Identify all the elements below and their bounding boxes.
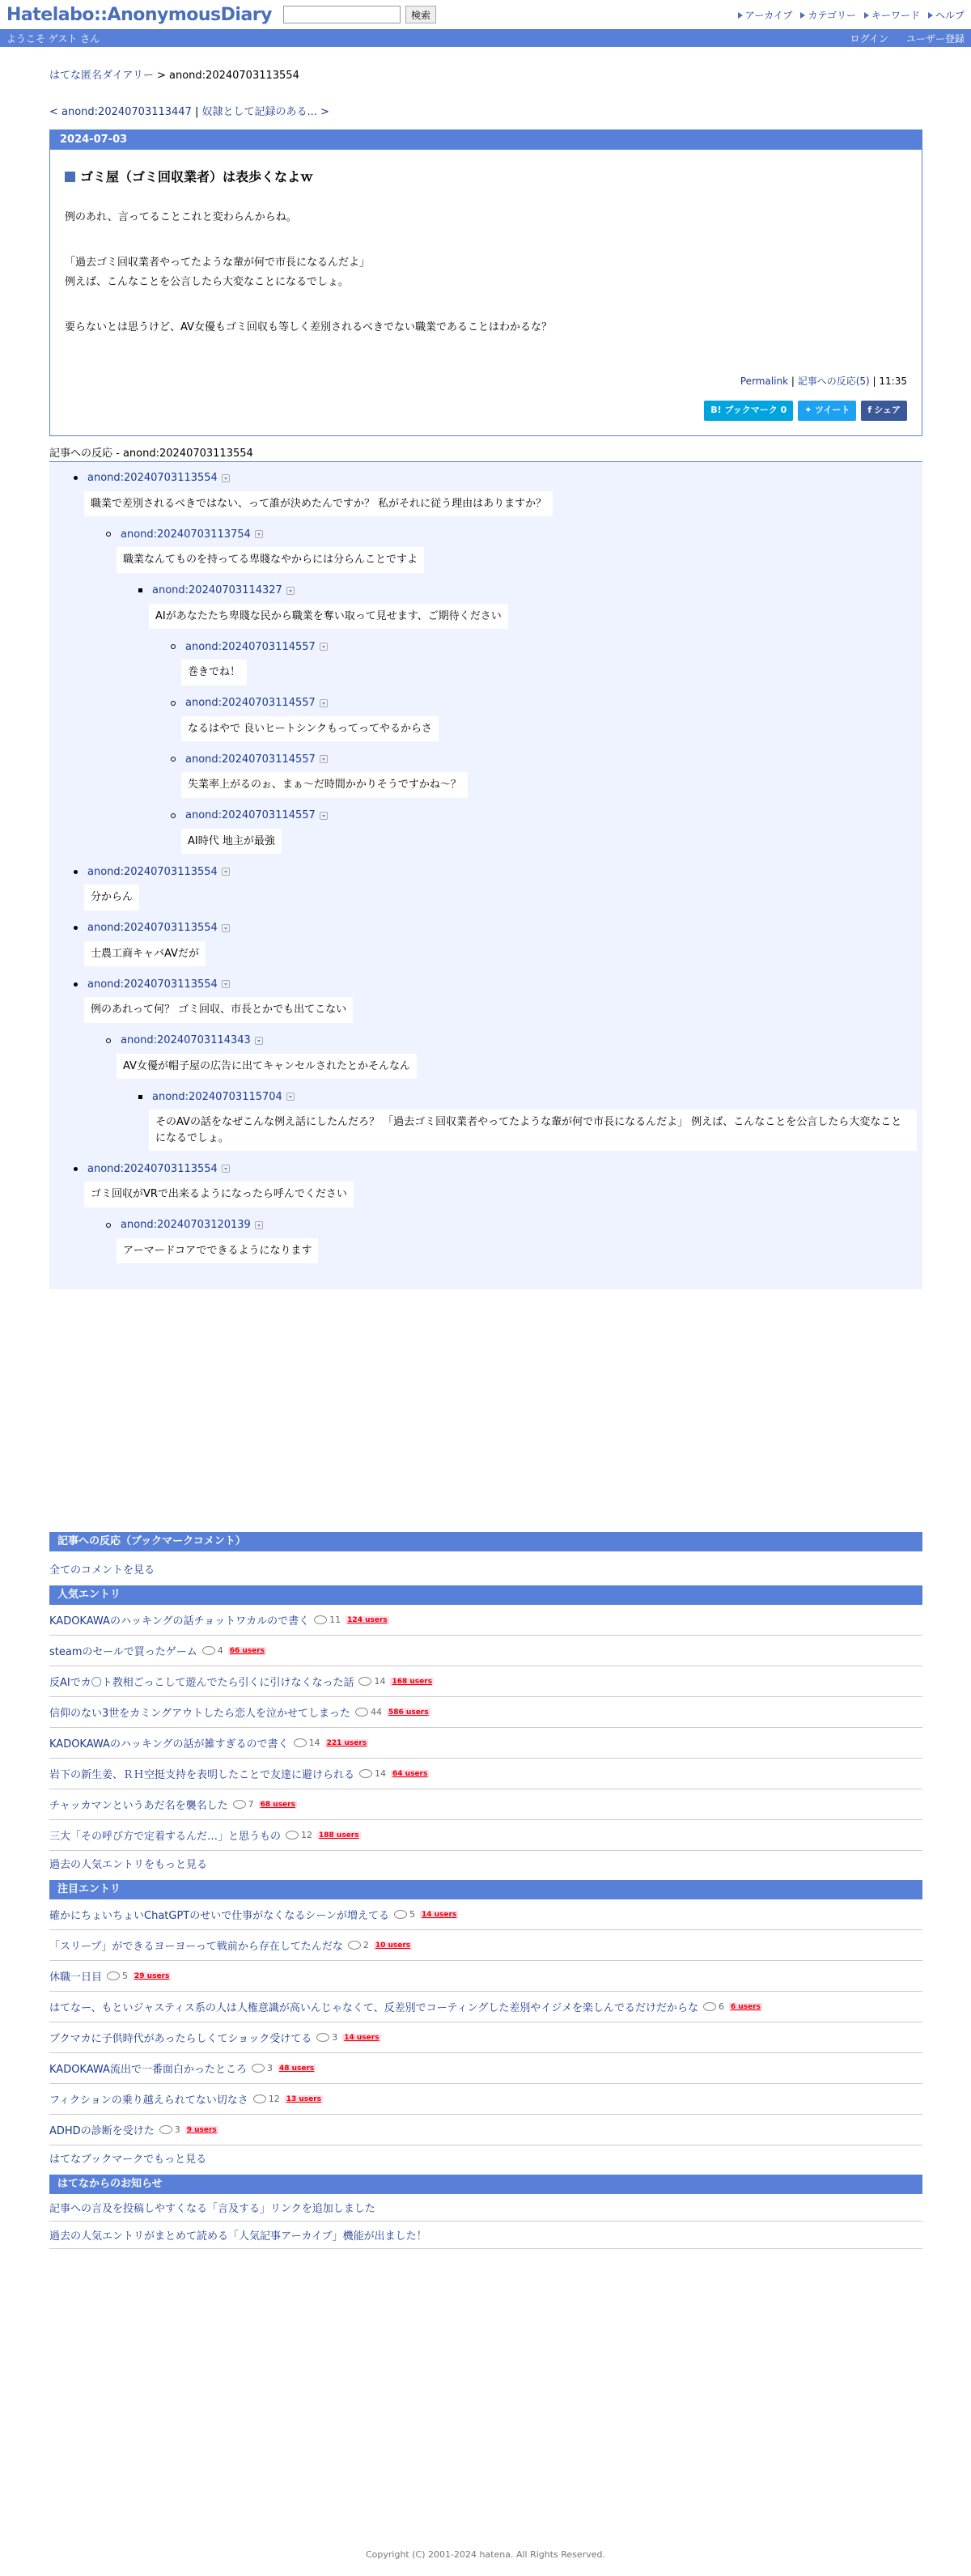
toggle-menu-icon[interactable] [255,1221,263,1229]
entry-list-link[interactable]: steamのセールで買ったゲーム [49,1646,197,1659]
comment-count-value: 44 [371,1707,383,1718]
bookmark-users-badge[interactable]: 14 users [421,1910,457,1919]
reaction-author-link[interactable]: anond:20240703113554 [87,922,218,935]
reaction-header [106,1033,922,1049]
entry-list-item [49,2053,922,2084]
entry-list-item [49,1697,922,1728]
entry-list-item [49,1605,922,1636]
bookmark-users-badge[interactable]: 188 users [319,1831,359,1840]
triangle-icon [928,12,933,19]
entry-paragraph: 例えば、こんなことを公言したら大変なことになるでしょ。 [65,276,349,289]
comment-bubble-icon [107,1971,120,1980]
entry-list-item [49,1636,922,1666]
popular-more-link[interactable]: 過去の人気エントリをもっと見る [49,1859,208,1872]
list-bullet-icon [106,1038,111,1043]
reactions-heading: 記事への反応 - anond:20240703113554 [49,444,922,462]
ad-space [49,1289,922,1532]
reaction-author-link[interactable]: anond:20240703113554 [87,865,218,878]
comment-count[interactable] [233,1799,254,1810]
list-bullet-icon [106,532,111,537]
comment-count-value: 3 [332,2032,338,2043]
main-content [49,66,922,2249]
next-entry-link[interactable]: 奴隷として記録のある... > [201,106,329,118]
permalink[interactable]: Permalink [740,375,789,387]
entry-list-item [49,1899,922,1930]
comment-count-value: 5 [122,1971,129,1982]
entry-body [50,150,922,435]
comment-count[interactable] [294,1738,320,1748]
entry-date: 2024-07-03 [50,130,922,150]
reaction-item [49,639,922,695]
list-bullet-icon [74,476,78,480]
entry-list-link[interactable]: 反AIでカ〇ト教相ごっこして遊んでたら引くに引けなくなった話 [49,1677,354,1690]
comment-count[interactable] [252,2063,273,2073]
list-bullet-icon [138,588,142,592]
comment-count-value: 7 [248,1799,254,1810]
all-comments-link-row [49,1556,922,1585]
entry-paragraph [65,301,907,309]
comment-count-value: 3 [174,2124,180,2136]
entry-list-item [49,1820,922,1851]
register-link[interactable]: ユーザー登録 [905,32,965,45]
list-bullet-icon [74,870,78,874]
reaction-text: なるはやで 良いヒートシンクもってってやるからさ [181,716,439,742]
comment-count[interactable] [358,1676,385,1687]
reaction-header [74,864,922,880]
reaction-author-link[interactable]: anond:20240703120139 [121,1219,251,1232]
comment-bubble-icon [286,1831,299,1840]
comment-bubble-icon [359,1769,372,1778]
toggle-menu-icon[interactable] [286,587,295,595]
entry-list-link[interactable]: はてなー、もといジャスティス系の人は人権意識が高いんじゃなくて、反差別でコーティングした差別やイジメを楽しんでるだけだからな [49,2002,698,2015]
breadcrumb-root[interactable]: はてな匿名ダイアリー [49,70,154,82]
reaction-header [106,1217,922,1233]
user-bar [0,29,971,47]
comment-count-value: 14 [308,1738,320,1749]
reaction-item [49,976,922,1033]
tweet-button[interactable]: ✦ ツイート [798,401,856,421]
entry-footer: Permalink | 記事への反応(5) | 11:35 [740,375,907,387]
search-input[interactable] [283,6,401,23]
bookmark-users-badge[interactable]: 10 users [375,1941,411,1950]
comment-count[interactable] [316,2032,337,2043]
news-link[interactable]: 過去の人気エントリがまとめて読める「人気記事アーカイブ」機能が出ました！ [49,2230,427,2243]
reaction-text: 士農工商キャバAVだが [84,941,206,967]
entry-title[interactable]: ゴミ屋（ゴミ回収業者）は表歩くなよｗ [65,166,907,188]
reaction-item [49,1161,922,1217]
reaction-text: 巻きでね！ [181,660,247,685]
reaction-text: 職業なんてものを持ってる卑賤なやからには分らんことですよ [117,547,424,573]
entry-list-item [49,1930,922,1961]
reaction-author-link[interactable]: anond:20240703114557 [185,697,316,710]
notable-more-row [49,2145,922,2175]
toggle-menu-icon[interactable] [222,980,230,988]
comment-bubble-icon [233,1800,246,1809]
site-logo[interactable]: Hatelabo::AnonymousDiary [6,4,272,25]
reaction-header [138,583,922,599]
entry-section [49,129,922,436]
entry-list-link[interactable]: 確かにちょいちょいChatGPTのせいで仕事がなくなるシーンが増えてる [49,1910,389,1923]
toggle-menu-icon[interactable] [222,868,230,876]
prev-entry-link[interactable]: < anond:20240703113447 [49,106,192,118]
reaction-text: AIがあなたたち卑賤な民から職業を奪い取って見せます、ご期待ください [149,604,508,630]
reaction-author-link[interactable]: anond:20240703113554 [87,978,218,991]
reaction-header [171,751,922,767]
hatena-bookmark-button[interactable]: B! ブックマーク 0 [704,401,793,421]
news-section-title: はてなからのお知らせ [49,2175,922,2194]
comment-count[interactable] [703,2001,724,2012]
entry-list-item [49,1666,922,1697]
reaction-author-link[interactable]: anond:20240703114557 [185,640,316,653]
bookmark-users-badge[interactable]: 14 users [344,2033,379,2042]
reaction-text: 例のあれって何？ ゴミ回収、市長とかでも出てこない [84,997,353,1023]
list-bullet-icon [74,1167,78,1171]
bird-icon: ✦ [804,404,815,415]
comment-count-value: 4 [217,1645,223,1657]
reaction-author-link[interactable]: anond:20240703114327 [152,584,282,597]
reaction-item [49,1089,922,1161]
bookmark-users-badge[interactable]: 586 users [388,1708,429,1717]
entry-list-item [49,2084,922,2115]
reaction-item [49,864,922,920]
reaction-item [49,751,922,808]
search-button[interactable]: 検索 [405,6,436,23]
comment-count-value: 3 [266,2063,273,2074]
reaction-header [138,1089,922,1105]
reaction-author-link[interactable]: anond:20240703114557 [185,753,316,766]
entry-list-item [49,1961,922,1992]
reaction-header [74,920,922,936]
entry-list-link[interactable]: 信仰のない3世をカミングアウトしたら恋人を泣かせてしまった [49,1708,351,1721]
top-nav [738,8,965,22]
comment-count-value: 12 [268,2094,280,2105]
entry-list-item [49,1992,922,2022]
list-bullet-icon [74,982,78,987]
comment-bubble-icon [294,1738,307,1747]
reaction-text: 職業で差別されるべきではない、って誰が決めたんですか？ 私がそれに従う理由はありますか？ [84,491,553,517]
toggle-menu-icon[interactable] [222,924,230,932]
facebook-share-button[interactable]: f シェア [861,401,907,421]
reaction-item [49,583,922,639]
facebook-icon: f [867,404,872,415]
entry-list-link[interactable]: チャッカマンというあだ名を襲名した [49,1800,228,1813]
breadcrumb: はてな匿名ダイアリー > anond:20240703113554 [49,70,299,82]
comment-count-value: 5 [409,1909,415,1920]
bookmark-users-badge[interactable]: 6 users [730,2002,761,2011]
entry-list-item [49,2022,922,2053]
comment-bubble-icon [316,2033,329,2042]
comment-count[interactable] [107,1971,128,1981]
toggle-menu-icon[interactable] [222,1165,230,1173]
reaction-text: 分からん [84,885,139,910]
entry-paragraph: 例のあれ、言ってることこれと変わらんからね。 [65,211,297,224]
comment-count[interactable] [355,1707,382,1717]
list-bullet-icon [171,701,176,706]
reaction-header [171,808,922,824]
reaction-author-link[interactable]: anond:20240703113554 [87,1162,218,1175]
toggle-menu-icon[interactable] [320,755,328,763]
comment-bubble-icon [703,2002,716,2011]
toggle-menu-icon[interactable] [255,530,263,538]
reaction-item [49,470,922,527]
comment-bubble-icon [348,1941,361,1950]
bookmark-users-badge[interactable]: 168 users [392,1677,433,1686]
share-buttons [65,401,907,421]
comment-bubble-icon [358,1677,371,1686]
reactions-tree [49,462,922,1290]
comment-count-value: 12 [301,1830,313,1841]
entry-list-link[interactable]: 岩下の新生姜、ＲＨ空挺支持を表明したことで友達に避けられる [49,1769,355,1782]
entry-list-link[interactable]: 「スリープ」ができるヨーヨーって戦前から存在してたんだな [49,1941,343,1954]
comment-count[interactable] [202,1645,223,1656]
reaction-text: そのAVの話をなぜこんな例え話にしたんだろ？ 「過去ゴミ回収業者やってたような輩が何で市長になるんだよ」 例えば、こんなことを公言したら大変なことになるでしょ。 [149,1110,917,1151]
triangle-icon [738,12,743,19]
prev-next-nav: < anond:20240703113447 | 奴隷として記録のある... > [49,106,329,118]
reaction-author-link[interactable]: anond:20240703113754 [121,528,251,541]
comment-bubble-icon [394,1910,407,1919]
entry-list-item [49,1759,922,1789]
comment-count-value: 2 [363,1940,369,1951]
list-bullet-icon [171,813,176,818]
list-bullet-icon [138,1095,142,1099]
list-bullet-icon [171,757,176,762]
reaction-header [74,470,922,486]
reaction-author-link[interactable]: anond:20240703114557 [185,809,316,822]
toggle-menu-icon[interactable] [286,1093,295,1101]
entry-list-item [49,1728,922,1759]
entry-list-link[interactable]: ADHDの診断を受けた [49,2125,155,2138]
entry-list-link[interactable]: KADOKAWAのハッキングの話が雑すぎるので書く [49,1738,289,1751]
reaction-item [49,920,922,977]
nav-category[interactable]: カテゴリー [800,8,856,22]
reaction-author-link[interactable]: anond:20240703113554 [87,472,218,485]
bookmark-users-badge[interactable]: 29 users [134,1971,170,1980]
entry-list-item [49,2115,922,2145]
entry-list-link[interactable]: KADOKAWAのハッキングの話チョットワカルので書く [49,1615,310,1628]
news-item [49,2194,922,2222]
reaction-text: 失業率上がるのぉ、まぁ〜だ時間かかりそうですかね〜？ [181,772,468,798]
comment-count[interactable] [253,2094,280,2104]
notable-list [49,1899,922,2145]
reaction-item [49,1217,922,1274]
entry-list-link[interactable]: KADOKAWA流出で一番面白かったところ [49,2064,247,2077]
reaction-header [171,695,922,711]
comment-count-value: 6 [718,2001,724,2013]
bookmark-section-title: 記事への反応（ブックマークコメント） [49,1532,922,1551]
reaction-text: AI時代 地主が最強 [181,829,282,855]
nav-keyword[interactable]: キーワード [864,8,920,22]
entry-list-link[interactable]: ブクマカに子供時代があったらしくてショック受けてる [49,2033,312,2046]
entry-marker-icon [65,172,75,182]
reaction-author-link[interactable]: anond:20240703114343 [121,1034,251,1047]
entry-list-item [49,1789,922,1820]
comment-bubble-icon [252,2064,265,2073]
toggle-menu-icon[interactable] [320,643,328,651]
breadcrumb-current: anond:20240703113554 [169,70,299,82]
entry-time: 11:35 [879,375,907,387]
popular-list [49,1605,922,1851]
comment-bubble-icon [253,2094,266,2103]
toggle-menu-icon[interactable] [320,812,328,820]
notable-more-link[interactable]: はてなブックマークでもっと見る [49,2154,207,2166]
comment-count-value: 14 [374,1676,386,1687]
bookmark-users-badge[interactable]: 221 users [326,1738,367,1747]
bookmark-users-badge[interactable]: 64 users [392,1769,428,1778]
comment-count[interactable] [159,2124,180,2135]
reaction-header [171,639,922,655]
news-link[interactable]: 記事への言及を投稿しやすくなる「言及する」リンクを追加しました [49,2203,375,2216]
reaction-author-link[interactable]: anond:20240703115704 [152,1090,282,1103]
entry-paragraph: 「過去ゴミ回収業者やってたような輩が何で市長になるんだよ」 [65,257,371,269]
bookmark-users-badge[interactable]: 9 users [186,2125,217,2134]
triangle-icon [864,12,869,19]
reaction-item [49,526,922,583]
bookmark-users-badge[interactable]: 124 users [347,1615,388,1624]
reaction-header [74,976,922,992]
toggle-menu-icon[interactable] [222,474,230,482]
reaction-header [106,526,922,542]
comment-count[interactable] [348,1940,369,1950]
comment-count-value: 14 [375,1768,387,1780]
reaction-header [74,1161,922,1177]
bookmark-users-badge[interactable]: 48 users [278,2064,315,2073]
bookmark-users-badge[interactable]: 68 users [260,1800,295,1809]
comment-count[interactable] [394,1909,415,1920]
comment-count[interactable] [286,1830,312,1840]
reaction-text: AV女優が帽子屋の広告に出てキャンセルされたとかそんなん [117,1054,417,1080]
list-bullet-icon [74,926,78,930]
news-item [49,2222,922,2249]
comment-count-value: 11 [329,1615,341,1626]
entry-list-link[interactable]: 三大「その呼び方で定着するんだ…」と思うもの [49,1831,282,1844]
popular-more-row [49,1851,922,1880]
comment-count[interactable] [314,1615,341,1625]
triangle-icon [800,12,805,19]
reaction-item [49,1033,922,1089]
all-comments-link[interactable]: 全てのコメントを見る [49,1564,155,1577]
notable-section-title: 注目エントリ [49,1880,922,1899]
welcome-text: ようこそ ゲスト さん [6,32,100,45]
reaction-text: ゴミ回収がVRで出来るようになったら呼んでください [84,1182,354,1207]
entry-list-link[interactable]: 休職一日目 [49,1971,103,1984]
comment-bubble-icon [314,1615,327,1624]
reaction-item [49,695,922,752]
comment-bubble-icon [355,1708,368,1717]
reactions-link[interactable]: 記事への反応(5) [797,375,870,387]
reaction-text: アーマードコアでできるようになります [117,1238,318,1264]
bookmark-users-badge[interactable]: 66 users [229,1646,265,1655]
comment-count[interactable] [359,1768,386,1779]
reaction-item [49,808,922,864]
entry-paragraph [65,236,907,244]
comment-bubble-icon [159,2125,172,2134]
entry-paragraph: 要らないとは思うけど、AV女優もゴミ回収も等しく差別されるべきでない職業であることはわかるな？ [65,321,552,334]
bookmark-users-badge[interactable]: 13 users [286,2094,322,2103]
comment-bubble-icon [202,1646,215,1655]
popular-section-title: 人気エントリ [49,1585,922,1605]
toggle-menu-icon[interactable] [320,699,328,707]
header [0,0,971,29]
list-bullet-icon [171,644,176,649]
nav-help[interactable]: ヘルプ [928,8,965,22]
copyright: Copyright (C) 2001-2024 hatena. All Rights Reserved. [366,2549,605,2560]
nav-archive[interactable]: アーカイブ [738,8,793,22]
list-bullet-icon [106,1223,111,1228]
entry-list-link[interactable]: フィクションの乗り越えられてない切なさ [49,2094,248,2107]
toggle-menu-icon[interactable] [255,1037,263,1045]
login-link[interactable]: ログイン [850,32,888,45]
